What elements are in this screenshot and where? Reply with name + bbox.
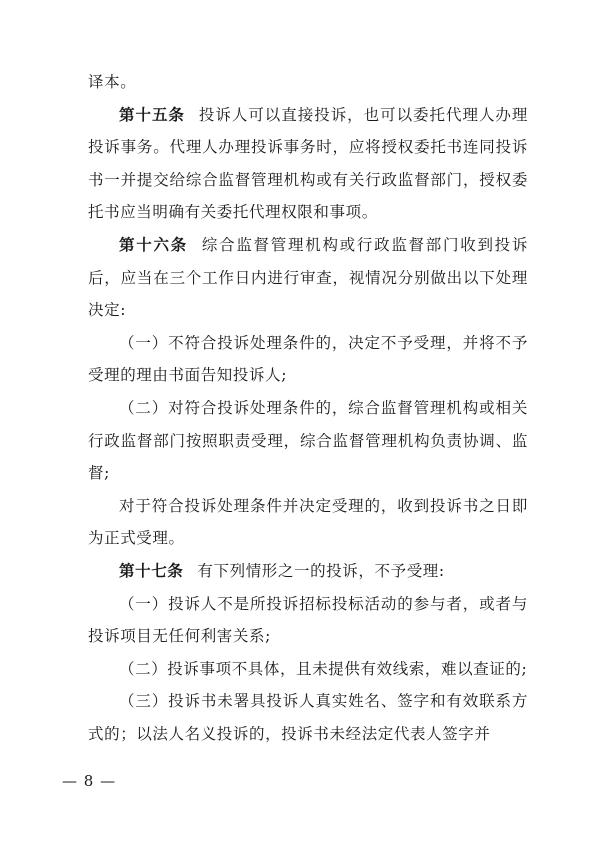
- article-16-note: [88, 490, 528, 555]
- paragraph-text: 投诉人可以直接投诉，也可以委托代理人办理投诉事务。代理人办理投诉事务时，应将授权委托书连同投诉书一并提交给综合监督管理机构或有关行政监督部门，授权委托书应当明确有关委托代理权限和事项。: [88, 105, 528, 222]
- article-title: 第十七条: [119, 561, 184, 580]
- body-text: [88, 66, 528, 750]
- article-title: 第十六条: [119, 235, 188, 254]
- article-title: 第十五条: [119, 105, 185, 124]
- paragraph-text: （一）不符合投诉处理条件的，决定不予受理，并将不予受理的理由书面告知投诉人;: [88, 333, 528, 385]
- article-17: [88, 555, 528, 588]
- article-16-item-2: [88, 392, 528, 490]
- paragraph-text: （三）投诉书未署具投诉人真实姓名、签字和有效联系方式的；以法人名义投诉的，投诉书未经法定代表人签字并: [88, 692, 528, 743]
- paragraph-continuation: [88, 66, 528, 99]
- paragraph-text: 有下列情形之一的投诉，不予受理:: [197, 561, 445, 580]
- article-17-item-3: [88, 685, 528, 750]
- paragraph-text: 对于符合投诉处理条件并决定受理的，收到投诉书之日即为正式受理。: [88, 496, 528, 548]
- article-16: [88, 229, 528, 327]
- page-number: — 8 —: [62, 772, 117, 790]
- paragraph-text: 译本。: [88, 73, 137, 91]
- paragraph-text: （二）对符合投诉处理条件的，综合监督管理机构或相关行政监督部门按照职责受理，综合监督管理机构负责协调、监督;: [88, 398, 528, 483]
- paragraph-text: （一）投诉人不是所投诉招标投标活动的参与者，或者与投诉项目无任何利害关系;: [88, 594, 528, 646]
- article-15: [88, 99, 528, 229]
- article-17-item-2: [88, 653, 528, 686]
- article-16-item-1: [88, 327, 528, 392]
- paragraph-text: （二）投诉事项不具体，且未提供有效线索，难以查证的;: [119, 659, 528, 678]
- paragraph-text: 综合监督管理机构或行政监督部门收到投诉后，应当在三个工作日内进行审查，视情况分别做出以下处理决定:: [88, 235, 528, 320]
- article-17-item-1: [88, 588, 528, 653]
